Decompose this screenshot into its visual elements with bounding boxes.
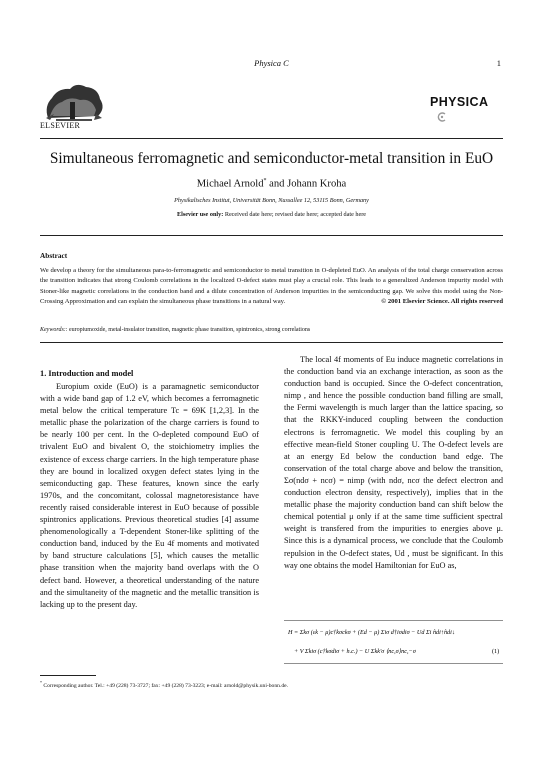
abstract-body [40,266,503,307]
keywords [40,327,503,333]
footnote [40,680,503,689]
publisher-name: ELSEVIER [40,121,81,130]
author-footnote-mark: * [263,178,267,184]
page-number: 1 [496,58,501,68]
keywords-label: Keywords: [40,327,66,333]
author-list [0,178,543,190]
running-head-journal: Physica C [254,58,289,68]
author-primary: Michael Arnold [196,178,264,190]
paragraph: The local 4f moments of Eu induce magnetic correlations in the conduction band via an exchange interaction, as soon as the conduction band is occupied. Since the O-defect concentration, nimp , and hence the possible conduction band filling are small, the Fermi wavelength is much larger than the lattice spacing, so that the RKKY-induced coupling between the conduction electrons is ferromagnetic. We model this coupling by an effective mean-field Stoner coupling U. The O-defect levels are at an energy Ed below the conduction band edge. The conservation of the total charge above and below the transition, Σσ(ndσ + ncσ) = nimp (with ndσ, ncσ the defect electron and conduction electron density, respectively), implies that in the metallic phase the majority conduction band can shift below the chemical potential μ only if at the same time sufficient spectral weight is transfered from the impurities to energies above μ. Since this is a dynamical process, we conclude that the Coulomb repulsion in the O-defect states, Ud , must be significant. In this way one obtains the model Hamiltonian for EuO as, [284,355,503,570]
equation-line-2: + V Σkiσ (c†kσdiσ + h.c.) − U Σkk'σ ⟨nc,σ⟩nc,−σ [294,648,416,655]
paper-title: Simultaneous ferromagnetic and semiconductor-metal transition in EuO [49,150,494,167]
keywords-text: : europiumoxide, metal-insulator transition, magnetic phase transition, spintronics, strong correlations [65,327,311,333]
abstract-bottom-rule [40,342,503,343]
equation-number: (1) [492,648,500,655]
footnote-rule [40,675,96,676]
abstract-heading: Abstract [40,251,68,260]
author-secondary: and Johann Kroha [266,178,347,190]
journal-logo-text: PHYSICA [430,95,489,109]
abstract-top-rule [40,235,503,236]
paragraph: Europium oxide (EuO) is a paramagnetic semiconductor with a wide band gap of 1.2 eV, which becomes a ferromagnetic metal below the critical temperature Tc = 69K [1,2,3]. In the metallic phase the polarization of the charge carriers is found to be nearly 100 per cent. In the O-depleted compound EuO of trivalent EuO and bivalent O, the stoichiometry implies the existence of excess charge carriers. In the high temperature phase they are bound in localized oxygen defect states lying in the semiconducting gap. These features, known since the early 1970s, and the concomitant, colossal magnetoresistance have recently raised considerable interest in EuO because of possible spintronics applications. Previous theoretical studies [4] assume phenomenologically a T-dependent Stoner-like splitting of the conduction band, induced by the Eu 4f moments and motivated by band structure calculations [5], which causes the metallic phase transition when the majority band overlaps with the O defect band. However, a theoretical understanding of the nature and the simultaneity of the magnetic and the metallic transition is lacking up to the present day. [40,382,259,609]
publisher-use-only [0,211,543,218]
use-only-label: Elsevier use only: [176,211,224,218]
affiliation: Physikalisches Institut, Universität Bonn, Nussallee 12, 53115 Bonn, Germany [174,197,369,204]
left-column [40,381,259,611]
use-only-dates: Received date here; revised date here; accepted date here [223,211,367,218]
equation-1 [284,620,503,664]
footnote-mark: * [40,680,42,685]
journal-logo-mark-icon [436,111,448,123]
equation-line-1: H = Σkσ (εk − μ)c†kσckσ + (Ed − μ) Σiσ d†iσdiσ − Ud Σi n̂di↑n̂di↓ [288,629,455,636]
footnote-text: Corresponding author. Tel.: +49 (228) 73-3727; fax: +49 (228) 73-3223; e-mail: arnold@physik.uni-bonn.de. [42,682,289,689]
copyright-notice: © 2001 Elsevier Science. All rights reserved [381,297,503,305]
right-column [284,354,503,572]
abstract-text: We develop a theory for the simultaneous para-to-ferromagnetic and semiconductor to metal transition in O-depleted EuO. An analysis of the total charge conservation across the transition indicates that strong Coulomb correlations in the localized O-defect states must play a crucial role. This leads to a generalized Anderson impurity model with Stoner-like magnetic correlations in the conduction band and a dilute concentration of Anderson impurities in the semiconducting gap. We solve this model using the Non-Crossing Approximation and can explain the simultaneous phase transitions in a natural way. [40,267,503,305]
header-rule [40,138,503,139]
section-heading: 1. Introduction and model [40,369,134,378]
